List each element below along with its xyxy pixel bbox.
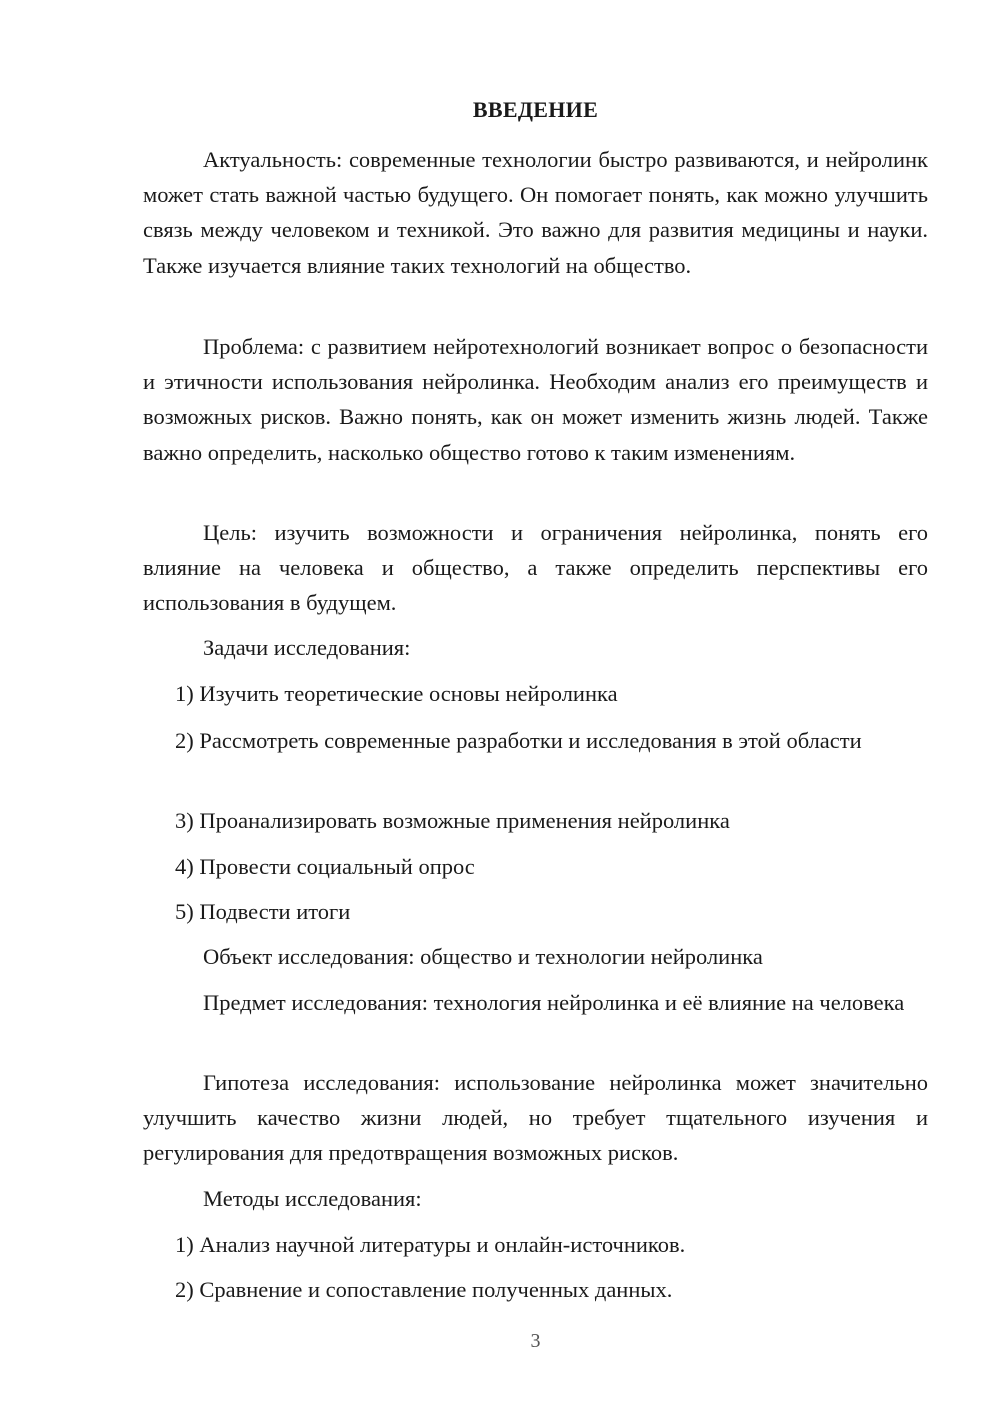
paragraph-hypothesis: Гипотеза исследования: использование нейролинка может значительно улучшить качество жизни людей, но требует тщательного изучения и регулирования для предотвращения возможных рисков. (143, 1070, 928, 1166)
paragraph-subject: Предмет исследования: технология нейролинка и её влияние на человека (203, 990, 905, 1015)
task-item-4: 4) Провести социальный опрос (175, 854, 475, 879)
method-item-2: 2) Сравнение и сопоставление полученных данных. (175, 1277, 673, 1302)
task-item-3: 3) Проанализировать возможные применения нейролинка (175, 808, 730, 833)
paragraph-object: Объект исследования: общество и технологии нейролинка (203, 944, 763, 969)
page-number: 3 (530, 1330, 541, 1352)
paragraph-relevance: Актуальность: современные технологии быстро развиваются, и нейролинк может стать важной частью будущего. Он помогает понять, как можно улучшить связь между человеком и техникой. Это важно для развития медицины и науки. Также изучается влияние таких технологий на общество. (143, 147, 928, 278)
methods-heading: Методы исследования: (203, 1186, 422, 1211)
page-title: ВВЕДЕНИЕ (472, 97, 599, 122)
task-item-1: 1) Изучить теоретические основы нейролинка (175, 681, 618, 706)
document-page (143, 0, 928, 1414)
paragraph-goal: Цель: изучить возможности и ограничения нейролинка, понять его влияние на человека и общество, а также определить перспективы его использования в будущем. (143, 520, 928, 616)
task-item-5: 5) Подвести итоги (175, 899, 351, 924)
task-item-2: 2) Рассмотреть современные разработки и исследования в этой области (175, 728, 862, 753)
paragraph-problem: Проблема: с развитием нейротехнологий возникает вопрос о безопасности и этичности использования нейролинка. Необходим анализ его преимуществ и возможных рисков. Важно понять, как он может изменить жизнь людей. Также важно определить, насколько общество готово к таким изменениям. (143, 334, 928, 465)
method-item-1: 1) Анализ научной литературы и онлайн-источников. (175, 1232, 686, 1257)
tasks-heading: Задачи исследования: (203, 635, 411, 660)
